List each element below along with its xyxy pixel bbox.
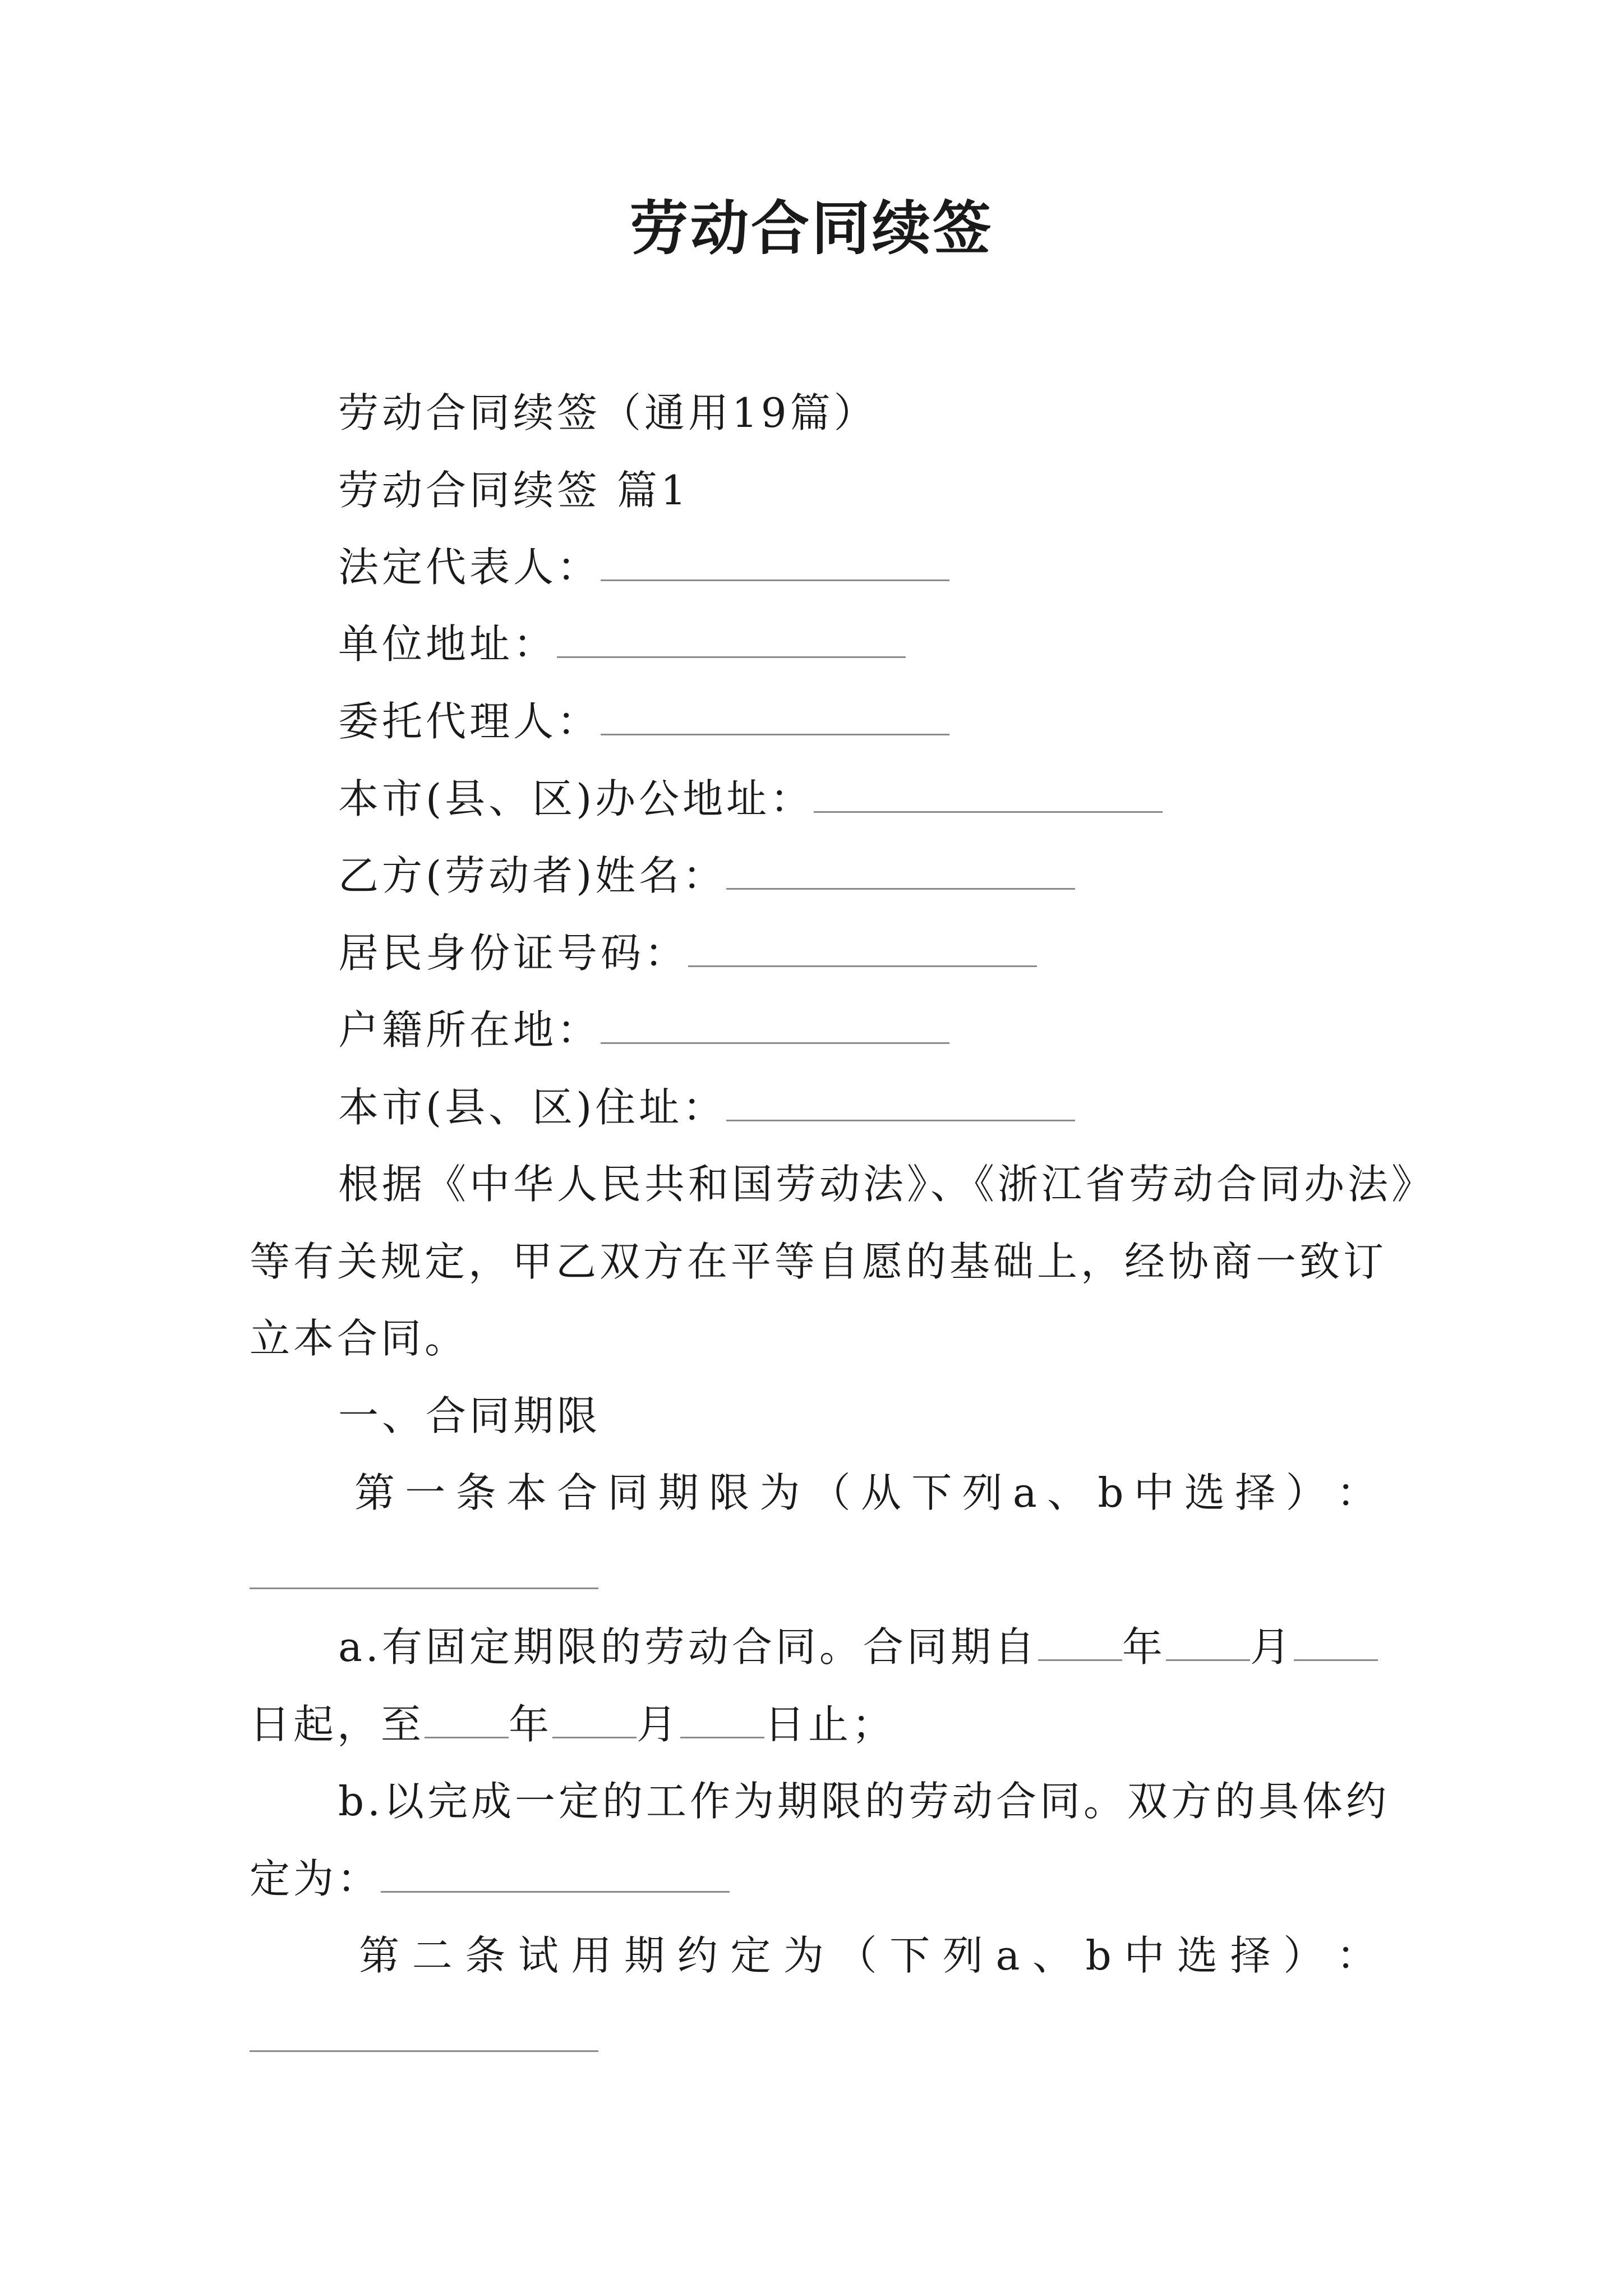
blank-line [680, 1704, 764, 1738]
article-2-char: a [995, 1932, 1020, 1979]
article-1 [354, 1469, 1377, 1516]
option-a-month-end: 月 [637, 1701, 681, 1748]
field-label: 本市(县、区)住址： [338, 1084, 727, 1131]
blank-line [688, 933, 1037, 967]
field-label: 法定代表人： [338, 544, 601, 591]
article-2-char: b [1085, 1932, 1112, 1979]
article-1-char: 选 [1184, 1469, 1225, 1516]
article-2-char: 为 [783, 1932, 824, 1979]
article-2-char: 选 [1177, 1932, 1218, 1979]
option-a-day-end: 日止； [764, 1701, 896, 1748]
blank-line [1166, 1627, 1250, 1661]
field-id-number [338, 930, 1037, 977]
field-label: 户籍所在地： [338, 1006, 601, 1053]
article-2-char: 择 [1230, 1932, 1271, 1979]
article-1-char: ） [1285, 1469, 1326, 1516]
article-1-char: 择 [1235, 1469, 1276, 1516]
field-legal-representative [338, 544, 949, 591]
article-1-char: 一 [405, 1469, 446, 1516]
blank-line [250, 2050, 598, 2052]
blank-line [557, 624, 906, 658]
article-2-char: ： [1336, 1932, 1377, 1979]
field-label: 本市(县、区)办公地址： [338, 775, 814, 822]
article-2 [359, 1932, 1377, 1979]
preamble-line-1: 根据《中华人民共和国劳动法》、《浙江省劳动合同办法》 [338, 1161, 1436, 1208]
article-2-char: 中 [1124, 1932, 1165, 1979]
article-2-char: 二 [412, 1932, 453, 1979]
article-2-char: 用 [571, 1932, 612, 1979]
article-1-char: 为 [759, 1469, 800, 1516]
option-a-day: 日起，至 [250, 1701, 425, 1748]
field-label: 乙方(劳动者)姓名： [338, 852, 727, 899]
field-office-address [338, 775, 1163, 822]
article-1-char: 本 [506, 1469, 547, 1516]
article-2-char: 约 [677, 1932, 718, 1979]
option-a-line-2 [250, 1701, 896, 1748]
article-1-char: a [1012, 1469, 1037, 1516]
chapter-heading: 一、合同期限 [338, 1392, 601, 1439]
field-residence-address [338, 1084, 1075, 1131]
field-unit-address [338, 620, 906, 668]
field-household-registration [338, 1006, 949, 1053]
blank-line [1038, 1627, 1122, 1661]
blank-line [601, 701, 949, 735]
article-2-char: 第 [359, 1932, 400, 1979]
article-2-char: 条 [465, 1932, 506, 1979]
option-a-year-end: 年 [509, 1701, 553, 1748]
article-1-char: （ [810, 1469, 851, 1516]
article-1-char: 下 [911, 1469, 952, 1516]
option-b-line-2 [250, 1855, 730, 1902]
option-a-month: 月 [1249, 1623, 1294, 1671]
field-label: 委托代理人： [338, 698, 601, 745]
article-1-char: ： [1336, 1469, 1377, 1516]
blank-line [1294, 1627, 1378, 1661]
preamble-line-3: 立本合同。 [250, 1315, 469, 1362]
document-subtitle: 劳动合同续签（通用19篇） [338, 389, 878, 436]
blank-line [552, 1704, 637, 1738]
preamble-line-2: 等有关规定，甲乙双方在平等自愿的基础上，经协商一致订 [250, 1238, 1387, 1285]
article-1-char: 第 [354, 1469, 395, 1516]
document-title: 劳动合同续签 [629, 194, 993, 263]
blank-line [601, 1010, 949, 1044]
article-2-char: 列 [942, 1932, 983, 1979]
blank-line [250, 1588, 598, 1589]
option-a-line-1 [338, 1623, 1378, 1671]
article-2-char: 试 [518, 1932, 559, 1979]
blank-line [814, 779, 1163, 813]
option-a-year: 年 [1122, 1623, 1166, 1671]
blank-line [425, 1704, 509, 1738]
article-1-char: b [1098, 1469, 1124, 1516]
article-1-char: 、 [1047, 1469, 1088, 1516]
article-2-char: 定 [730, 1932, 771, 1979]
article-1-char: 合 [557, 1469, 598, 1516]
article-2-char: 、 [1032, 1932, 1073, 1979]
article-1-char: 同 [607, 1469, 648, 1516]
option-a-prefix: a.有固定期限的劳动合同。合同期自 [338, 1623, 1038, 1671]
field-label: 单位地址： [338, 620, 557, 668]
field-label: 居民身份证号码： [338, 930, 689, 977]
article-2-char: ） [1283, 1932, 1324, 1979]
blank-line [381, 1858, 730, 1893]
article-1-char: 从 [860, 1469, 901, 1516]
article-2-char: 下 [889, 1932, 930, 1979]
article-1-char: 列 [962, 1469, 1003, 1516]
article-1-char: 限 [709, 1469, 750, 1516]
article-1-char: 中 [1133, 1469, 1174, 1516]
article-2-char: 期 [624, 1932, 665, 1979]
blank-line [726, 855, 1075, 890]
option-b-label: 定为： [250, 1855, 381, 1902]
blank-line [601, 547, 949, 581]
field-employee-name [338, 852, 1075, 899]
article-1-char: 条 [455, 1469, 496, 1516]
article-2-char: （ [836, 1932, 877, 1979]
option-b-line-1: b.以完成一定的工作为期限的劳动合同。双方的具体约 [338, 1778, 1390, 1825]
field-agent [338, 698, 949, 745]
article-1-char: 期 [658, 1469, 699, 1516]
blank-line [726, 1087, 1075, 1121]
section-heading: 劳动合同续签 篇1 [338, 467, 690, 514]
